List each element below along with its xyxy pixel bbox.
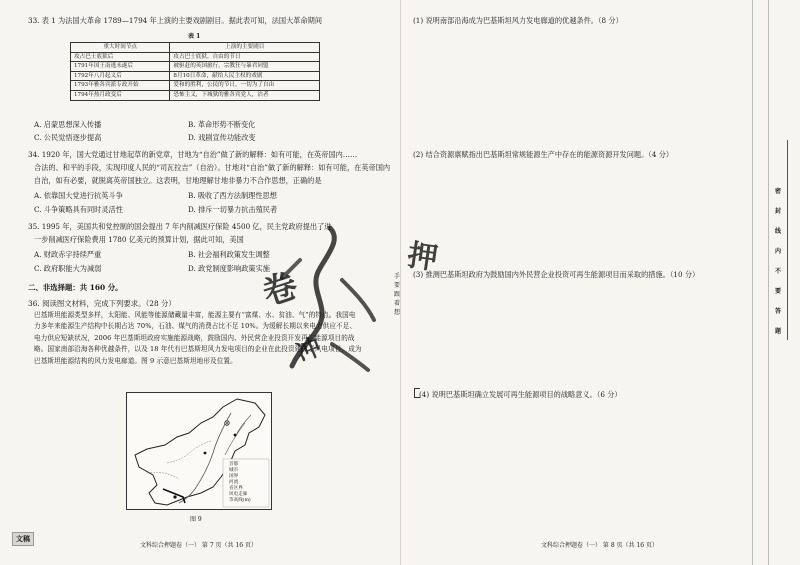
q34-option-b[interactable]: B. 吸收了西方法制理性思想 [188, 191, 277, 200]
table-row: 1791年国王南逃未遂后 被驱赶的英国旅行，宗教狂与暴君同盟 [71, 62, 320, 72]
q36-heading: 36. 阅读图文材料，完成下列要求。（28 分） [28, 299, 176, 308]
margin-char: 不 [775, 268, 782, 275]
q34-line3: 自治，如有必要，就脱离英帝国独立。这表明，甘地理解甘地非暴力不合作思想，正确的是 [34, 176, 322, 185]
figure-label: 图 9 [190, 516, 202, 523]
q36-paragraph: 巴基斯坦能源类型多样，太阳能、风能等能源储藏量丰富，能源主要有“富煤、水、贫油、气”的特点。我国电力多年来能源生产结构中长期占达 70%，石油、煤气的消费占比不足 10%。为缓解长期以来电力供应不足、电力供应短缺状况，2006 年巴基斯坦政府实施能源战略，鼓励国内、外民营企业投资开发再生能源项目的战略。国家南部沿海各种优越条件，以及 18 年代有巴基斯坦风力发电项目的企业在此投资建设了风电项目，成为巴基斯坦能源结构的风力发电廊道。图 9 示意巴基斯坦地形及位置。 [34, 311, 362, 365]
q35-option-d[interactable]: D. 政党制度影响政策实施 [188, 264, 270, 273]
q34-option-a[interactable]: A. 依靠国大党进行抗英斗争 [34, 191, 123, 200]
margin-char: 封 [775, 208, 782, 215]
map-drawing [127, 393, 273, 511]
legend-river: 河流 [229, 480, 239, 485]
q34-option-c[interactable]: C. 斗争策略具有同时灵活性 [34, 205, 123, 214]
q36-part3: (3) 推测巴基斯坦政府为鼓励国内外民营企业投资可再生能源项目而采取的措施。（10 分） [413, 270, 700, 279]
q35-line2: 一步削减医疗保险费用 1780 亿美元的预算计划，据此可知，美国 [34, 235, 244, 244]
q35-option-c[interactable]: C. 政府职能大为减弱 [34, 264, 102, 273]
table-row: 1794年热月政变后 恐怖主义，下城狱的雅各宾党人，沽者 [71, 90, 320, 100]
q35-option-b[interactable]: B. 社会福利政策发生调整 [188, 250, 270, 259]
pakistan-map [126, 392, 272, 510]
right-page [400, 0, 800, 565]
table-header-plays: 上演的主要剧目 [170, 43, 320, 53]
stamp-char-c: 冲 [292, 332, 326, 368]
q36-part2: (2) 结合资源禀赋指出巴基斯坦常规能源生产中存在的能源资源开发问题。（4 分） [413, 150, 674, 159]
table-row: 1793年雅各宾派专政开始 爱和的胜利，公民的节日，一切为了自由 [71, 81, 320, 91]
margin-char: 题 [775, 328, 782, 335]
stamp-char-b: 押 [405, 238, 440, 277]
left-footer: 文科综合押题卷（一） 第 7 页（共 16 页） [140, 542, 257, 549]
legend-wind-corridor: 风电走廊 [229, 492, 248, 497]
q33-option-d[interactable]: D. 戏剧宣传功能改变 [188, 133, 256, 142]
margin-char: 密 [775, 188, 782, 195]
legend-border: 国界 [229, 474, 239, 479]
q34-option-d[interactable]: D. 排斥一切暴力抗击殖民者 [188, 205, 278, 214]
legend-contour: 等高线(m) [229, 498, 251, 503]
q33-option-a[interactable]: A. 启蒙思想深入传播 [34, 120, 102, 129]
legend-province: 省区界 [229, 486, 243, 491]
subject-tag: 文稿 [12, 532, 34, 546]
legend-capital: 首都 [229, 462, 239, 467]
right-footer: 文科综合押题卷（一） 第 8 页（共 16 页） [541, 542, 658, 549]
table-row: 1792年八月起义后 8月10日革命，献给人民主权的戏剧 [71, 71, 320, 81]
margin-char: 内 [775, 248, 782, 255]
q33-option-c[interactable]: C. 公民觉悟逐步提高 [34, 133, 102, 142]
margin-char: 答 [775, 308, 782, 315]
margin-char: 线 [775, 228, 782, 235]
q33-option-b[interactable]: B. 革命形势不断变化 [188, 120, 256, 129]
table-caption: 表 1 [188, 33, 201, 40]
table-header-time: 重大时间节点 [71, 43, 170, 53]
table-row: 攻占巴士底狱后 攻占巴士底狱，自由的节日 [71, 52, 320, 62]
q34-stem: 34. 1920 年，国大党通过甘地起草的新党章，甘地为“自治”做了新的解释：如有可能，在英帝国内…… [28, 150, 358, 159]
q33-stem: 33. 表 1 为法国大革命 1789—1794 年上演的主要戏剧剧目。据此表可知，法国大革命期间 [28, 16, 323, 25]
q36-part4: (4) 说明巴基斯坦确立发展可再生能源项目的战略意义。（6 分） [419, 390, 622, 399]
section-heading: 二、非选择题：共 160 分。 [28, 283, 123, 292]
stamp-char-a: 卷 [257, 265, 303, 315]
q34-line2: 合法的、和平的手段，实现印度人民的“司瓦拉吉”（自治）。甘地对“自治”做了新的解释：如有可能，在英帝国内 [34, 163, 391, 172]
legend-city: 城市 [229, 468, 239, 473]
margin-char: 要 [775, 288, 782, 295]
q35-stem: 35. 1995 年，美国共和党控制的国会提出 7 年内削减医疗保险 4500 亿，民主党政府提出了进 [28, 222, 332, 231]
seal-strip [787, 140, 800, 340]
q36-part1: (1) 说明南部沿海成为巴基斯坦风力发电廊道的优越条件。（8 分） [413, 16, 623, 25]
margin-line-inner [768, 0, 769, 565]
stamp-strokes [270, 220, 390, 390]
events-table [70, 42, 320, 101]
side-note: 手要跟着想 [393, 273, 400, 316]
part4-bracket [414, 388, 420, 398]
margin-line [752, 0, 753, 565]
q35-option-a[interactable]: A. 财政赤字持续严重 [34, 250, 102, 259]
